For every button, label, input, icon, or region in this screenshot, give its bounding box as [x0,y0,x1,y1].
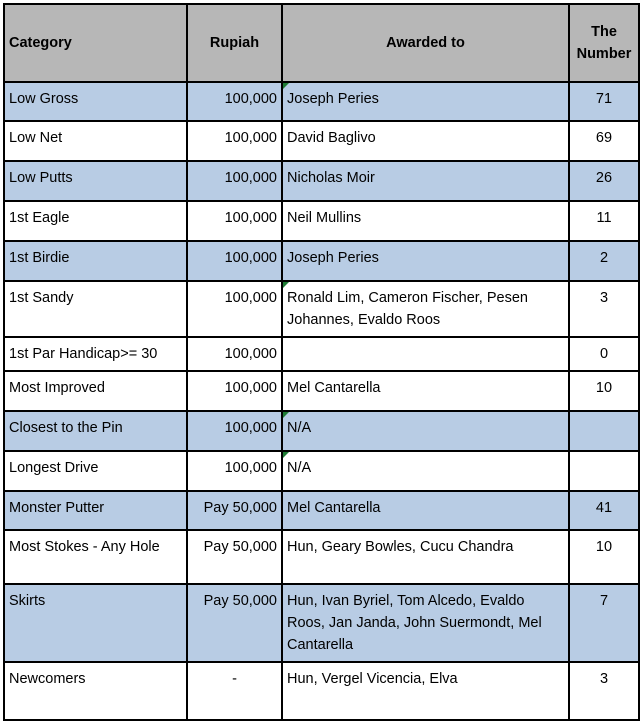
rupiah-cell: 100,000 [187,121,282,161]
table-row [4,121,639,161]
rupiah-cell: 100,000 [187,337,282,371]
table-row [4,201,639,241]
number-cell: 10 [569,530,639,584]
rupiah-cell: - [187,662,282,720]
rupiah-cell: Pay 50,000 [187,584,282,662]
table-row [4,337,639,371]
awarded-to-cell: N/A [282,451,569,491]
rupiah-cell: 100,000 [187,411,282,451]
awarded-to-cell: Hun, Ivan Byriel, Tom Alcedo, Evaldo Roos, Jan Janda, John Suermondt, Mel Cantarella [282,584,569,662]
awarded-to-cell [282,337,569,371]
awarded-to-cell: Joseph Peries [282,241,569,281]
rupiah-cell: Pay 50,000 [187,491,282,530]
header-row [4,4,639,82]
awarded-to-cell: Ronald Lim, Cameron Fischer, Pesen Johannes, Evaldo Roos [282,281,569,337]
rupiah-cell: 100,000 [187,281,282,337]
header-category: Category [4,4,187,82]
number-cell: 10 [569,371,639,411]
rupiah-cell: 100,000 [187,82,282,121]
awarded-to-cell: David Baglivo [282,121,569,161]
number-cell: 11 [569,201,639,241]
number-cell [569,411,639,451]
table-row [4,411,639,451]
rupiah-cell: 100,000 [187,241,282,281]
number-cell: 41 [569,491,639,530]
number-cell: 7 [569,584,639,662]
number-cell: 3 [569,281,639,337]
awards-table [3,3,640,721]
rupiah-cell: Pay 50,000 [187,530,282,584]
number-cell: 3 [569,662,639,720]
header-awarded-to: Awarded to [282,4,569,82]
category-cell: Newcomers [4,662,187,720]
rupiah-cell: 100,000 [187,371,282,411]
number-cell [569,451,639,491]
number-cell: 69 [569,121,639,161]
category-cell: Low Putts [4,161,187,201]
table-row [4,281,639,337]
category-cell: Low Net [4,121,187,161]
category-cell: Most Improved [4,371,187,411]
table-row [4,161,639,201]
awarded-to-cell: Hun, Geary Bowles, Cucu Chandra [282,530,569,584]
header-number-line2: Number [576,46,632,62]
number-cell: 2 [569,241,639,281]
category-cell: 1st Sandy [4,281,187,337]
awarded-to-cell: Hun, Vergel Vicencia, Elva [282,662,569,720]
category-cell: Low Gross [4,82,187,121]
header-number-line1: The [591,24,617,40]
awarded-to-cell: Nicholas Moir [282,161,569,201]
number-cell: 71 [569,82,639,121]
category-cell: Skirts [4,584,187,662]
table-row [4,491,639,530]
table-row [4,662,639,720]
table-row [4,451,639,491]
table-row [4,371,639,411]
rupiah-cell: 100,000 [187,451,282,491]
category-cell: Closest to the Pin [4,411,187,451]
rupiah-cell: 100,000 [187,201,282,241]
table-row [4,530,639,584]
table-row [4,82,639,121]
rupiah-cell: 100,000 [187,161,282,201]
table-row [4,241,639,281]
header-number [569,4,639,82]
category-cell: Monster Putter [4,491,187,530]
awarded-to-cell: Mel Cantarella [282,491,569,530]
category-cell: 1st Birdie [4,241,187,281]
number-cell: 0 [569,337,639,371]
awarded-to-cell: Neil Mullins [282,201,569,241]
category-cell: Longest Drive [4,451,187,491]
awarded-to-cell: N/A [282,411,569,451]
header-rupiah: Rupiah [187,4,282,82]
table-row [4,584,639,662]
category-cell: 1st Par Handicap>= 30 [4,337,187,371]
awarded-to-cell: Joseph Peries [282,82,569,121]
category-cell: Most Stokes - Any Hole [4,530,187,584]
number-cell: 26 [569,161,639,201]
awarded-to-cell: Mel Cantarella [282,371,569,411]
category-cell: 1st Eagle [4,201,187,241]
